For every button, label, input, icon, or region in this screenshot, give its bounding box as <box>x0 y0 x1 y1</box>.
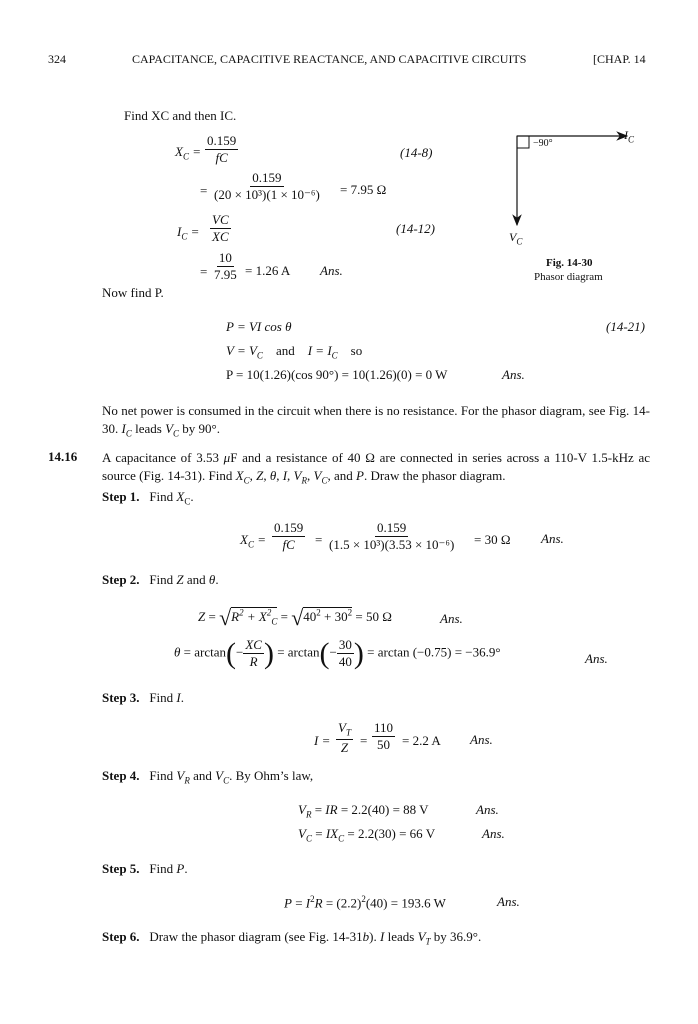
xc2-result: = 7.95 Ω <box>340 182 387 197</box>
step1-num1: 0.159 <box>272 520 305 537</box>
ans-label: Ans. <box>497 894 520 909</box>
ans-label: Ans. <box>541 531 564 546</box>
ic2-den: 7.95 <box>214 267 237 283</box>
step1-frac1 <box>272 520 305 554</box>
vr-equation: $V_R$ = IR = 2.2(40) = 88 V <box>298 802 429 820</box>
step3-den2: 50 <box>377 737 391 753</box>
phasor-angle-label: −90° <box>533 138 553 149</box>
step-label: Step 2. <box>102 572 140 587</box>
and-word: and <box>275 343 295 358</box>
step1-frac2 <box>327 520 456 554</box>
ic2-num: 10 <box>217 250 234 267</box>
ans-label: Ans. <box>470 732 493 747</box>
step1-den1: fC <box>282 537 295 553</box>
z-equation: $Z = √R^2 + X^2_C = √40^2 + 30^2 = 50$ Ω <box>198 605 392 630</box>
xc-fraction <box>205 133 238 167</box>
theta-num: XC <box>243 637 264 654</box>
ans-label: Ans. <box>585 651 608 666</box>
ic2-fraction <box>212 250 239 284</box>
eq-sign: = <box>200 183 208 198</box>
eq-sign: = <box>315 532 323 547</box>
step1-lhs: $X_C$ = <box>240 532 266 550</box>
running-title: CAPACITANCE, CAPACITIVE REACTANCE, AND CAPACITIVE CIRCUITS <box>132 52 527 66</box>
xc-lhs: $X_C$ = <box>175 144 201 162</box>
p-equation: $P = I^2R = (2.2)^2(40) = 193.6$ W <box>284 894 446 911</box>
find-xc-ic: Find XC and then IC. <box>124 108 237 123</box>
xc-num: 0.159 <box>205 133 238 150</box>
step-label: Step 1. <box>102 489 140 504</box>
ic2-result: = 1.26 A <box>245 263 291 278</box>
step1-num2: 0.159 <box>375 520 408 537</box>
ic-fraction <box>210 212 231 246</box>
eq-ref-14-12: (14-12) <box>396 221 435 236</box>
theta-den2: 40 <box>338 654 352 670</box>
xc2-num: 0.159 <box>250 170 283 187</box>
fig-14-30-title: Fig. 14-30 <box>546 257 593 269</box>
step-6: Step 6. Draw the phasor diagram (see Fig. 14-31b). I leads $V_T$ by 36.9°. <box>102 929 482 947</box>
ic-den: XC <box>212 229 229 245</box>
theta-den: R <box>249 654 258 670</box>
theta-num2: 30 <box>337 637 354 654</box>
theta-equation: θ = arctan(− $\frac{XC}{R}$ ) = arctan(− $\frac{30}{40}$ ) = arctan (−0.75) = −36.9° <box>174 636 501 670</box>
step1-result: = 30 Ω <box>474 532 511 547</box>
vc-equation: $V_C = IX_C = 2.2(30) = 66$ V <box>298 826 436 844</box>
ans-label: Ans. <box>476 802 499 817</box>
ans-label: Ans. <box>502 367 525 382</box>
xc-den: fC <box>215 150 228 166</box>
xc2-den: (20 × 10³)(1 × 10⁻⁶) <box>214 187 320 203</box>
now-find-p: Now find P. <box>102 285 164 300</box>
so-word: so <box>350 343 363 358</box>
ic-lhs: $I_C$ = <box>177 224 200 242</box>
step3-frac2 <box>372 720 395 754</box>
problem-statement: A capacitance of 3.53 μF and a resistance of 40 Ω are connected in series across a 110-V 1.5-kHz ac source (Fig. 14-31). Find $X_C$, Z, θ, I, $V_R$, $V_C$, and P. Draw the phasor diagram. <box>102 450 650 486</box>
step-label: Step 5. <box>102 861 140 876</box>
eq-sign: = <box>360 733 368 748</box>
step1-den2: (1.5 × 10³)(3.53 × 10⁻⁶) <box>329 537 455 553</box>
right-angle-mark <box>517 136 529 148</box>
step3-num2: 110 <box>372 720 395 737</box>
phasor-vc-label: $V_C$ <box>509 230 523 247</box>
fig-14-30-caption: Phasor diagram <box>534 271 603 283</box>
step-label: Step 6. <box>102 929 140 944</box>
no-net-power-paragraph: No net power is consumed in the circuit when there is no resistance. For the phasor diagram, see Fig. 14-30. $I_C$ leads $V_C$ by 90°. <box>102 403 650 439</box>
step3-frac1: $\frac{V_T}{Z}$ <box>338 720 351 755</box>
eq-sign: = <box>200 264 208 279</box>
ans-label: Ans. <box>440 611 463 626</box>
ans-label: Ans. <box>320 263 343 278</box>
phasor-ic-label: $I_C$ <box>624 128 635 145</box>
p-eq-line2: $V = V_C$ and $I = I_C$ so <box>226 343 363 361</box>
step3-result: = 2.2 A <box>402 733 441 748</box>
page-number: 324 <box>48 52 66 66</box>
step-3: Step 3. Find I. <box>102 690 184 705</box>
chapter-label: [CHAP. 14 <box>593 52 646 66</box>
step-2: Step 2. Find Z and θ. <box>102 572 219 587</box>
step-label: Step 3. <box>102 690 140 705</box>
step-5: Step 5. Find P. <box>102 861 188 876</box>
ans-label: Ans. <box>482 826 505 841</box>
p-eq-line1: P = VI cos θ <box>226 319 292 334</box>
problem-number: 14.16 <box>48 449 78 464</box>
step-1: Step 1. Find $X_C$. <box>102 489 194 507</box>
step-label: Step 4. <box>102 768 140 783</box>
p-eq-line3: P = 10(1.26)(cos 90°) = 10(1.26)(0) = 0 W <box>226 367 448 382</box>
step3-den1: Z <box>340 739 349 755</box>
step-4: Step 4. Find $V_R$ and $V_C$. By Ohm’s law, <box>102 768 314 786</box>
eq-ref-14-21: (14-21) <box>606 319 645 334</box>
eq-ref-14-8: (14-8) <box>400 145 433 160</box>
step3-lhs: I = <box>314 733 331 748</box>
xc2-fraction <box>212 170 322 204</box>
ic-num: VC <box>210 212 231 229</box>
